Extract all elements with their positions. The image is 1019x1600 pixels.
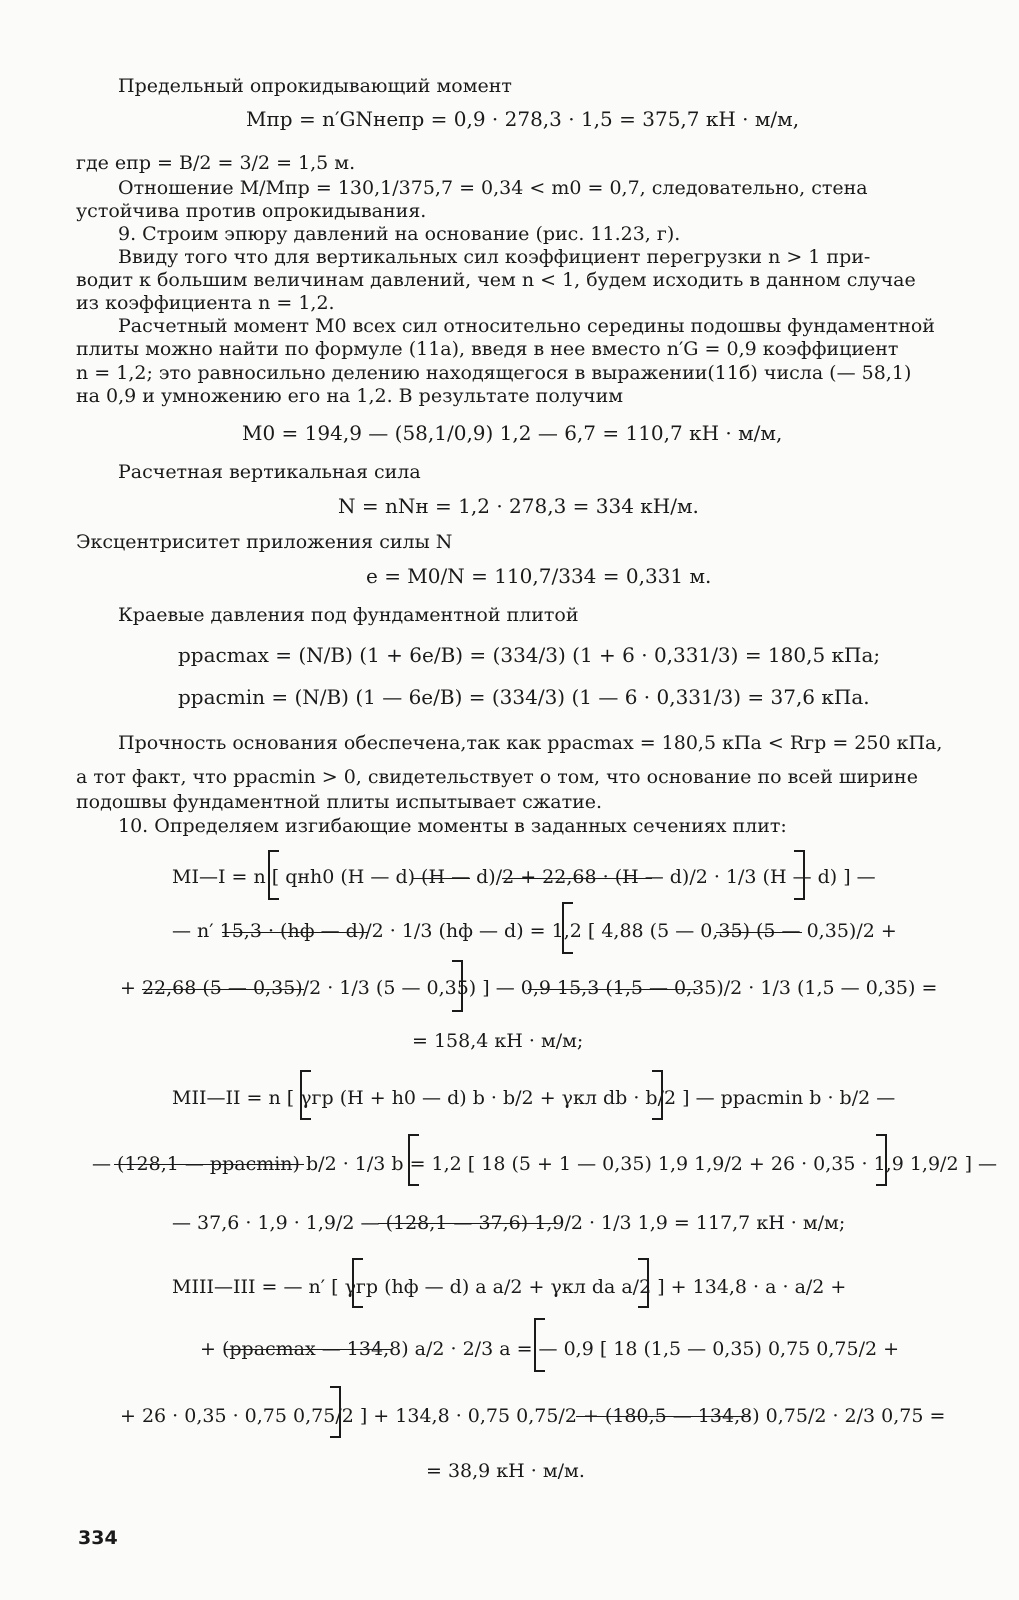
equation-vertical-force: N = nNн = 1,2 · 278,3 = 334 кН/м. [338, 494, 699, 518]
paragraph-line: Предельный опрокидывающий момент [118, 75, 512, 97]
formula-line: MI—I = n [ qнh0 (H — d) (H — d)/2 + 22,68 · (H — d)/2 · 1/3 (H — d) ] — [172, 866, 876, 888]
formula-line: MIII—III = — n′ [ γгр (hф — d) a a/2 + γкл da a/2 ] + 134,8 · a · a/2 + [172, 1276, 847, 1298]
equation-pmax: pрасmax = (N/B) (1 + 6e/B) = (334/3) (1 + 6 · 0,331/3) = 180,5 кПа; [178, 643, 881, 667]
bracket-left [534, 1318, 545, 1372]
paragraph-line: Отношение M/Mпр = 130,1/375,7 = 0,34 < m0 = 0,7, следовательно, стена [118, 177, 868, 199]
fraction-bar [114, 1164, 304, 1165]
paragraph-line: из коэффициента n = 1,2. [76, 292, 335, 314]
formula-line: — n′ 15,3 · (hф — d)/2 · 1/3 (hф — d) = 1,2 [ 4,88 (5 — 0,35) (5 — 0,35)/2 + [172, 920, 897, 942]
bracket-right [876, 1134, 887, 1186]
bracket-right [638, 1258, 649, 1308]
formula-line: = 158,4 кН · м/м; [412, 1030, 584, 1052]
bracket-left [268, 850, 279, 900]
paragraph-line: Прочность основания обеспечена,так как pрасmax = 180,5 кПа < Rгр = 250 кПа, [118, 732, 943, 754]
bracket-left [300, 1070, 311, 1120]
bracket-right [452, 960, 463, 1012]
paragraph-line: Ввиду того что для вертикальных сил коэффициент перегрузки n > 1 при- [118, 246, 871, 268]
fraction-bar [378, 1223, 558, 1224]
paragraph-line: 10. Определяем изгибающие моменты в заданных сечениях плит: [118, 815, 787, 837]
paragraph-line: подошвы фундаментной плиты испытывает сжатие. [76, 791, 603, 813]
paragraph-line: на 0,9 и умножению его на 1,2. В результате получим [76, 385, 624, 407]
page-number: 334 [78, 1527, 118, 1549]
bracket-left [562, 902, 573, 954]
formula-line: + 22,68 (5 — 0,35)/2 · 1/3 (5 — 0,35) ] — 0,9 15,3 (1,5 — 0,35)/2 · 1/3 (1,5 — 0,35) = [120, 977, 938, 999]
bracket-right [794, 850, 805, 900]
formula-line: — 37,6 · 1,9 · 1,9/2 — (128,1 — 37,6) 1,9/2 · 1/3 1,9 = 117,7 кН · м/м; [172, 1212, 846, 1234]
fraction-bar [716, 932, 802, 933]
formula-line: MII—II = n [ γгр (H + h0 — d) b · b/2 + γкл db · b/2 ] — pрасmin b · b/2 — [172, 1087, 896, 1109]
formula-line: — (128,1 — pрасmin) b/2 · 1/3 b = 1,2 [ 18 (5 + 1 — 0,35) 1,9 1,9/2 + 26 · 0,35 · 1,9 1,9/2 ] — [92, 1153, 998, 1175]
paragraph-line: 9. Строим эпюру давлений на основание (рис. 11.23, г). [118, 223, 681, 245]
equation-overturning-moment: Mпр = n′GNнeпр = 0,9 · 278,3 · 1,5 = 375,7 кН · м/м, [246, 107, 800, 131]
equation-eccentricity: e = M0/N = 110,7/334 = 0,331 м. [366, 564, 712, 588]
paragraph-line: n = 1,2; это равносильно делению находящегося в выражении(11б) числа (— 58,1) [76, 362, 912, 384]
paragraph-line: водит к большим величинам давлений, чем n < 1, будем исходить в данном случае [76, 269, 916, 291]
fraction-bar [528, 989, 698, 990]
fraction-bar [222, 932, 368, 933]
paragraph-line: Расчетная вертикальная сила [118, 461, 421, 483]
fraction-bar [142, 989, 304, 990]
fraction-bar [502, 878, 652, 879]
paragraph-line: плиты можно найти по формуле (11а), введя в нее вместо n′G = 0,9 коэффициент [76, 338, 899, 360]
equation-pmin: pрасmin = (N/B) (1 — 6e/B) = (334/3) (1 — 6 · 0,331/3) = 37,6 кПа. [178, 685, 870, 709]
bracket-left [408, 1134, 419, 1186]
bracket-left [352, 1258, 363, 1308]
paragraph-line: где eпр = B/2 = 3/2 = 1,5 м. [76, 152, 356, 174]
paragraph-line: Эксцентриситет приложения силы N [76, 531, 453, 553]
formula-line: + (pрасmax — 134,8) a/2 · 2/3 a = — 0,9 [ 18 (1,5 — 0,35) 0,75 0,75/2 + [200, 1338, 900, 1360]
equation-design-moment: M0 = 194,9 — (58,1/0,9) 1,2 — 6,7 = 110,7 кН · м/м, [242, 421, 783, 445]
formula-line: + 26 · 0,35 · 0,75 0,75/2 ] + 134,8 · 0,75 0,75/2 + (180,5 — 134,8) 0,75/2 · 2/3 0,75 = [120, 1405, 946, 1427]
paragraph-line: Краевые давления под фундаментной плитой [118, 604, 579, 626]
paragraph-line: Расчетный момент M0 всех сил относительно середины подошвы фундаментной [118, 315, 935, 337]
paragraph-line: а тот факт, что pрасmin > 0, свидетельствует о том, что основание по всей ширине [76, 766, 918, 788]
fraction-bar [412, 878, 470, 879]
paragraph-line: устойчива против опрокидывания. [76, 200, 427, 222]
fraction-bar [224, 1349, 392, 1350]
fraction-bar [576, 1416, 750, 1417]
bracket-right [652, 1070, 663, 1120]
formula-line: = 38,9 кН · м/м. [426, 1460, 585, 1482]
bracket-right [330, 1386, 341, 1438]
